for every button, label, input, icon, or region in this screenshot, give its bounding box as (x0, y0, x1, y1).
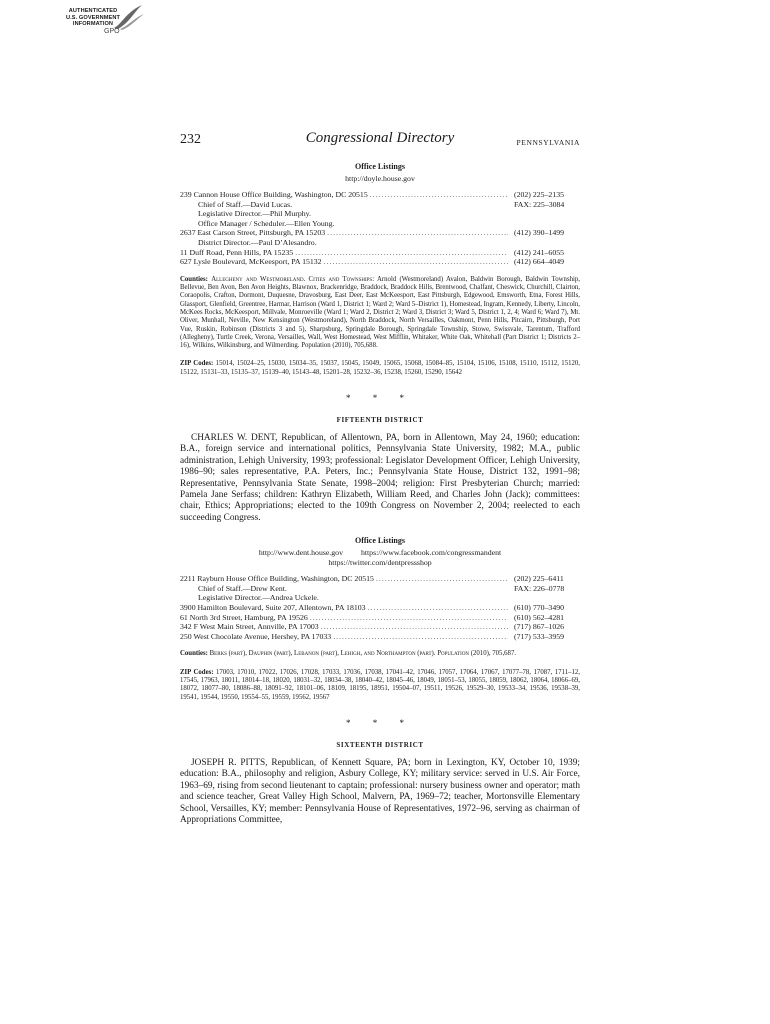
member-biography: CHARLES W. DENT, Republican, of Allentown, PA, born in Allentown, May 24, 1960; education: B.A., foreign service and international politics, Pennsylvania State University, 1982; M.A., public administration, Lehigh University, 1993; professional: Legislator Development Officer, Lehigh University, 1986–90; sales representative, P.A. Peters, Inc.; Pennsylvania State House, District 132, 1991–98; Representative, Pennsylvania State Senate, 1998–2004; religion: First Presbyterian Church; married: Pamela Jane Serfass; children: Kathryn Elizabeth, William Reed, and Charles John (Jack); committees: chair, Ethics; Appropriations; elected to the 109th Congress on November 2, 2004; reelected to each succeeding Congress. (180, 433, 580, 523)
counties-label: Counties: (180, 650, 208, 658)
office-text: 239 Cannon House Office Building, Washington, DC 20515 (180, 190, 368, 199)
leader-dots (319, 622, 508, 632)
office-row (180, 200, 580, 210)
office-list (180, 574, 580, 641)
office-phone: (610) 562–4281 (514, 612, 565, 622)
leader-dots (322, 257, 508, 267)
zip-codes-paragraph (180, 360, 580, 377)
office-row (180, 622, 580, 632)
office-text: Chief of Staff.—Drew Kent. (198, 583, 287, 593)
office-row (180, 593, 580, 603)
leader-dots (293, 248, 508, 258)
office-phone (508, 593, 580, 603)
zip-codes-paragraph (180, 669, 580, 702)
office-entry (180, 632, 508, 642)
office-entry (180, 219, 508, 229)
website-urls (180, 548, 580, 568)
office-listings-heading: Office Listings (355, 536, 405, 546)
page-number: 232 (180, 132, 201, 147)
office-row (180, 209, 580, 219)
page-title: Congressional Directory (305, 130, 455, 146)
office-phone: (717) 533–3959 (514, 631, 565, 641)
zip-text: 15014, 15024–25, 15030, 15034–35, 15037, 15045, 15049, 15065, 15068, 15084–85, 15104, 15106, 15108, 15110, 15112, 15120, 15122, 15131–33, 15135–37, 15139–40, 15143–48, 15201–28, 15232–36, 15238, 15260, 15290, 15642 (180, 360, 580, 376)
office-text: 250 West Chocolate Avenue, Hershey, PA 17033 (180, 631, 332, 641)
office-entry (180, 190, 508, 200)
office-phone: (412) 390–1499 (514, 228, 565, 238)
district-heading: SIXTEENTH DISTRICT (336, 740, 424, 749)
office-text: Office Manager / Scheduler.—Ellen Young. (198, 218, 335, 228)
office-phone (508, 209, 580, 219)
office-phone (508, 238, 580, 248)
gpo-line-2: U.S. GOVERNMENT (65, 14, 121, 21)
office-phone: (717) 867–1026 (514, 622, 565, 632)
office-entry (180, 622, 508, 632)
office-text: 2211 Rayburn House Office Building, Washington, DC 20515 (180, 574, 374, 584)
office-phone: (202) 225–6411 (514, 574, 564, 584)
running-head (180, 130, 580, 150)
counties-text: Berks (part), Dauphin (part), Lebanon (part), Lehigh, and Northampton (part). Population (2010), 705,687. (207, 650, 517, 658)
office-row (180, 632, 580, 642)
website-url: http://doyle.house.gov (345, 174, 415, 183)
leader-dots (366, 603, 508, 613)
office-list (180, 190, 580, 267)
office-listings-heading: Office Listings (355, 162, 405, 171)
office-entry (180, 613, 508, 623)
office-phone: FAX: 226–0778 (514, 583, 565, 593)
office-row (180, 248, 580, 258)
office-text: 3900 Hamilton Boulevard, Suite 207, Allentown, PA 18103 (180, 603, 366, 613)
office-entry (180, 584, 508, 594)
leader-dots (308, 613, 508, 623)
office-row (180, 190, 580, 200)
office-text: 627 Lysle Boulevard, McKeesport, PA 15132 (180, 257, 322, 267)
gpo-mark: GPO (104, 28, 120, 35)
counties-text: : Arnold (Westmoreland) Avalon, Baldwin Borough, Baldwin Township, Bellevue, Ben Avon, Ben Avon Heights, Blawnox, Brackenridge, Braddock, Braddock Hills, Brentwood, Chalfant, Cheswick, Churchill, Clairton, Coraopolis, Crafton, Dormont, Duquesne, Dravosburg, East Deer, East McKeesport, East Pittsburgh, Edgewood, Emsworth, Etna, Forest Hills, Glassport, Glenfield, Greentree, Harmar, Harrison (Ward 1, District 1; Ward 2; Ward 5–District 1), Homestead, Ingram, Kennedy, Liberty, Lincoln, McKees Rocks, McKeesport, Millvale, Monroeville (Ward 1; Ward 2, District 2; Ward 3, District 3; Ward 5, District 1, 2, 4; Ward 6; Ward 7), Mt. Oliver, Munhall, Neville, New Kensington (Westmoreland), North Braddock, North Versailles, Oakmont, Penn Hills, Pitcairn, Pittsburgh, Port Vue, Ruskin, Robinson (Districts 3 and 5), Sharpsburg, Springdale Borough, Springdale Township, Stowe, Swissvale, Tarentum, Trafford (Allegheny), Turtle Creek, Verona, Versailles, Wall, West Homestead, West Mifflin, Whitaker, White Oak, Whitehall (Part District 1; Districts 2–16), Wilkins, Wilkinsburg, and Wilmerding. Population (2010), 705,688. (180, 275, 580, 350)
office-entry (180, 228, 508, 238)
office-entry (180, 209, 508, 219)
website-url: http://www.dent.house.gov (258, 548, 343, 558)
leader-dots (331, 632, 508, 642)
office-entry (180, 248, 508, 258)
office-text: 342 F West Main Street, Annville, PA 17003 (180, 622, 319, 632)
office-phone: (610) 770–3490 (514, 603, 565, 613)
zip-text: 17003, 17010, 17022, 17026, 17028, 17033, 17036, 17038, 17041–42, 17046, 17057, 17064, 17067, 17077–78, 17087, 1711–12, 17545, 17963, 18011, 18014–18, 18020, 18031–32, 18034–38, 18040–42, 18045–46, 18049, 18051–53, 18055, 18059, 18062, 18064, 18066–69, 18072, 18077–80, 18086–88, 18091–92, 18101–06, 18109, 18195, 18951, 19504–07, 19511, 19526, 19529–30, 19533–34, 19536, 19538–39, 19541, 19544, 19550, 19554–55, 19559, 19562, 19567 (180, 668, 580, 701)
state-label: PENNSYLVANIA (516, 138, 580, 147)
section-separator: * * * (346, 393, 414, 404)
zip-label: ZIP Codes: (180, 360, 214, 368)
office-row (180, 574, 580, 584)
office-row (180, 584, 580, 594)
office-phone: (412) 664–4049 (514, 257, 565, 267)
section-separator: * * * (346, 717, 414, 728)
office-entry (180, 603, 508, 613)
directory-page (180, 130, 580, 826)
counties-label: Counties: (180, 275, 208, 283)
district-heading: FIFTEENTH DISTRICT (336, 416, 424, 425)
office-phone: (202) 225–2135 (514, 190, 565, 199)
twitter-url: https://twitter.com/dentpressshop (328, 558, 432, 568)
office-text: Legislative Director.—Phil Murphy. (198, 209, 311, 219)
office-phone: FAX: 225–3084 (514, 199, 565, 209)
office-row (180, 238, 580, 248)
office-phone (508, 219, 580, 229)
office-entry (180, 257, 508, 267)
gpo-line-3: INFORMATION (72, 21, 114, 28)
office-entry (180, 574, 508, 584)
leader-dots (368, 190, 508, 200)
office-text: Chief of Staff.—David Lucas. (198, 199, 293, 209)
office-text: 61 North 3rd Street, Hamburg, PA 19526 (180, 612, 308, 622)
office-row (180, 228, 580, 238)
office-text: Legislative Director.—Andrea Uckele. (198, 593, 319, 603)
counties-paragraph (180, 650, 580, 658)
office-row (180, 613, 580, 623)
office-text: 11 Duff Road, Penn Hills, PA 15235 (180, 247, 294, 257)
leader-dots (325, 228, 508, 238)
office-phone: (412) 241–6055 (514, 247, 565, 257)
zip-label: ZIP Codes: (180, 668, 214, 676)
gpo-line-1: AUTHENTICATED (68, 8, 118, 14)
office-row (180, 219, 580, 229)
office-text: District Director.—Paul D’Alesandro. (198, 237, 317, 247)
office-text: 2637 East Carson Street, Pittsburgh, PA 15203 (180, 228, 326, 238)
office-row (180, 603, 580, 613)
counties-paragraph (180, 276, 580, 351)
facebook-url: https://www.facebook.com/congressmandent (360, 548, 502, 558)
member-biography: JOSEPH R. PITTS, Republican, of Kennett Square, PA; born in Lexington, KY, October 10, 1939; education: B.A., philosophy and religion, Asbury College, KY; military service: served in U.S. Air Force, 1963–69, rising from second lieutenant to captain; professional: nursery business owner and operator; math and science teacher, Great Valley High School, Malvern, PA, 1969–72; teacher, Mortonsville Elementary School, Versailles, KY; member: Pennsylvania House of Representatives, 1972–96, serving as chairman of Appropriations Committee, (180, 757, 580, 825)
office-row (180, 257, 580, 267)
leader-dots (374, 574, 508, 584)
office-entry (180, 593, 508, 603)
office-entry (180, 238, 508, 248)
office-entry (180, 200, 508, 210)
counties-smallcaps: Allegheny and Westmoreland. Cities and Townships (211, 275, 373, 283)
